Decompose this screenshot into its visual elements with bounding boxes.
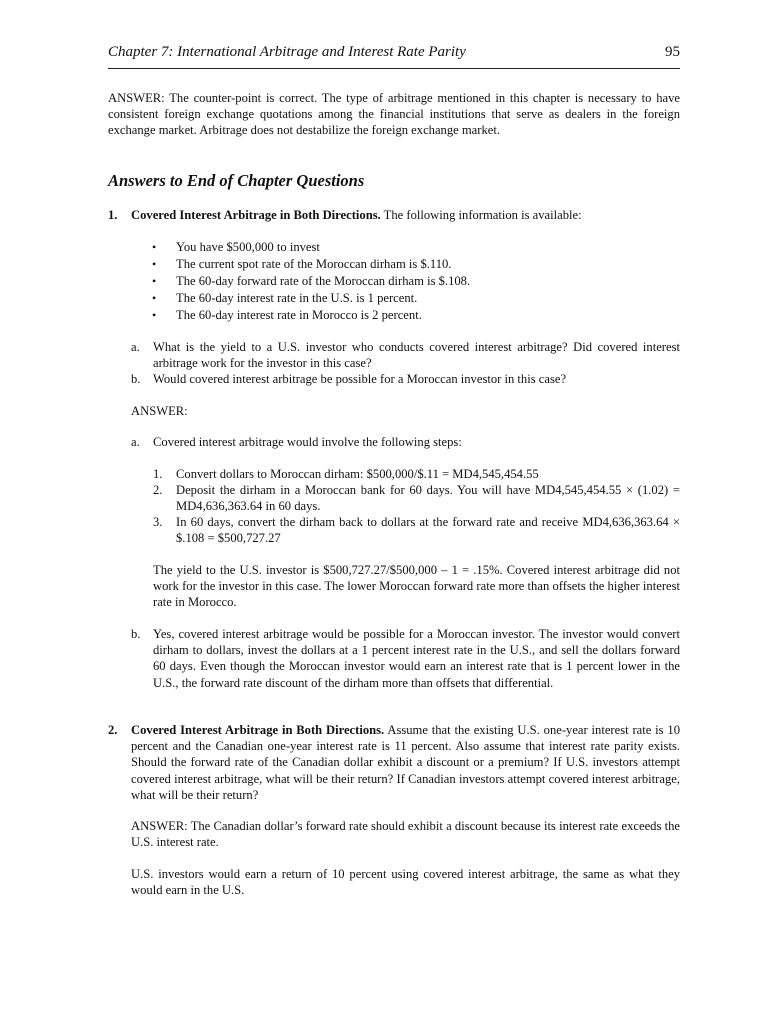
answer-a-label: a. — [131, 435, 140, 449]
list-item: The 60-day interest rate in Morocco is 2 percent. — [176, 308, 422, 322]
q1-sub-b: Would covered interest arbitrage be possible for a Moroccan investor in this case? — [153, 372, 567, 386]
step-text: In 60 days, convert the dirham back to dollars at the forward rate and receive MD4,636,363.64 × $.108 = $500,727.27 — [176, 515, 680, 546]
q1-heading — [131, 207, 680, 223]
bullet-icon: • — [152, 274, 157, 288]
running-header-title: Chapter 7: International Arbitrage and Interest Rate Parity — [108, 44, 466, 60]
step-number: 2. — [153, 483, 163, 497]
intro-answer-paragraph: ANSWER: The counter-point is correct. The type of arbitrage mentioned in this chapter is necessary to have consistent foreign exchange quotations among the financial institutions that serve as dealers in the foreign exchange market. Arbitrage does not destabilize the foreign exchange market. — [108, 91, 680, 138]
bullet-icon: • — [152, 308, 157, 322]
list-item: The 60-day interest rate in the U.S. is 1 percent. — [176, 291, 418, 305]
bullet-icon: • — [152, 291, 157, 305]
q1-sub-a: What is the yield to a U.S. investor who conducts covered interest arbitrage? Did covered interest arbitrage work for the investor in this case? — [153, 340, 680, 371]
q1-number: 1. — [108, 208, 118, 222]
answer-a-intro: Covered interest arbitrage would involve the following steps: — [153, 435, 462, 449]
q1-sub-b-label: b. — [131, 372, 141, 386]
q2-answer-2: U.S. investors would earn a return of 10 percent using covered interest arbitrage, the same as what they would earn in the U.S. — [131, 867, 680, 898]
header-rule — [108, 68, 680, 69]
q1-lead: The following information is available: — [380, 208, 582, 222]
list-item: The current spot rate of the Moroccan dirham is $.110. — [176, 257, 452, 271]
section-title: Answers to End of Chapter Questions — [108, 171, 365, 190]
q2-number: 2. — [108, 723, 118, 737]
bullet-icon: • — [152, 240, 157, 254]
q1-sub-a-label: a. — [131, 340, 140, 354]
q2-answer-1: ANSWER: The Canadian dollar’s forward rate should exhibit a discount because its interest rate exceeds the U.S. interest rate. — [131, 819, 680, 850]
q2-title: Covered Interest Arbitrage in Both Directions. — [131, 723, 385, 737]
yield-paragraph: The yield to the U.S. investor is $500,727.27/$500,000 – 1 = .15%. Covered interest arbitrage did not work for the investor in this case. The lower Moroccan forward rate more than offsets the higher interest rate in Morocco. — [153, 563, 680, 610]
list-item: You have $500,000 to invest — [176, 240, 320, 254]
answer-b-paragraph: Yes, covered interest arbitrage would be possible for a Moroccan investor. The investor would convert dirham to dollars, invest the dollars at a 1 percent interest rate in the U.S., and sell the dollars forward 60 days. Even though the Moroccan investor would earn an interest rate that is 1 percent lower in the U.S., the forward rate discount of the dirham more than offsets that differential. — [153, 627, 680, 690]
q1-title: Covered Interest Arbitrage in Both Directions. — [131, 208, 381, 222]
step-text: Convert dollars to Moroccan dirham: $500,000/$.11 = MD4,545,454.55 — [176, 467, 539, 481]
step-number: 3. — [153, 515, 163, 529]
step-number: 1. — [153, 467, 163, 481]
answer-b-label: b. — [131, 627, 141, 641]
list-item: The 60-day forward rate of the Moroccan dirham is $.108. — [176, 274, 471, 288]
q2-paragraph — [131, 722, 680, 803]
step-text: Deposit the dirham in a Moroccan bank for 60 days. You will have MD4,545,454.55 × (1.02) = MD4,636,363.64 in 60 days. — [176, 483, 680, 514]
answer-label: ANSWER: — [131, 404, 188, 418]
bullet-icon: • — [152, 257, 157, 271]
q2-body: Assume that the existing U.S. one-year interest rate is 10 percent and the Canadian one-year interest rate is 11 percent. Also assume that interest rate parity exists. Should the forward rate of the Canadian dollar exhibit a discount or a premium? If U.S. investors attempt covered interest arbitrage, what will be their return? If Canadian investors attempt covered interest arbitrage, what will be their return? — [131, 723, 680, 802]
page-number: 95 — [665, 44, 680, 60]
